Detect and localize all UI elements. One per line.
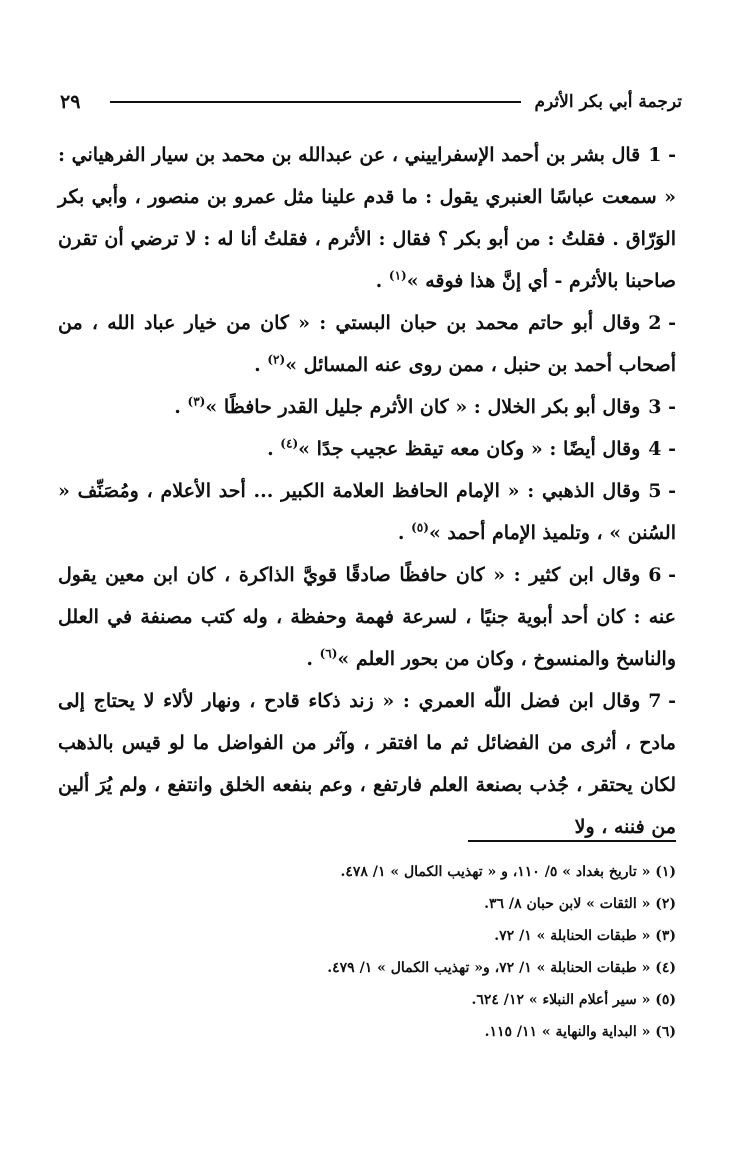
footnote-ref[interactable]: (٢) xyxy=(267,352,286,367)
paragraph-text: وقال ابن كثير : « كان حافظًا صادقًا قويَّ الذاكرة ، كان ابن معين يقول عنه : كان أحد أبوية جنيًا ، لسرعة فهمة وحفظة ، وله كتب مصنفة في العلل والناسخ والمنسوخ ، وكان من بحور العلم » xyxy=(58,564,676,670)
paragraph-end: . xyxy=(306,648,320,670)
page-number: ٢٩ xyxy=(60,91,81,113)
paragraph-number: 1 - xyxy=(648,144,676,166)
paragraph-number: 6 - xyxy=(648,564,676,586)
footnote: (١) « تاريخ بغداد » ٥/ ١١٠، و « تهذيب الكمال » ١/ ٤٧٨. xyxy=(340,864,676,880)
paragraph xyxy=(58,386,676,428)
paragraph-text: وقال ابن فضل اللّٰه العمري : « زند ذكاء قادح ، ونهار لألاء لا يحتاج إلى مادح ، أثرى من الفضائل ثم ما افتقر ، وآثر من الفواضل ما لو قيس بالذهب لكان يحتقر ، جُذب بصنعة العلم فارتفع ، وعم بنفعه الخلق وانتفع ، ولم يُرَ ألين من فننه ، ولا xyxy=(58,690,676,838)
paragraph-text: وقال أيضًا : « وكان معه تيقظ عجيب جدًا » xyxy=(298,438,641,460)
paragraph-number: 3 - xyxy=(648,396,676,418)
paragraph xyxy=(58,428,676,470)
footnote-ref[interactable]: (٥) xyxy=(411,520,429,535)
paragraph-text: وقال أبو حاتم محمد بن حبان البستي : « كان من خيار عباد الله ، من أصحاب أحمد بن حنبل ، ممن روى عنه المسائل » xyxy=(58,312,676,376)
paragraph xyxy=(58,680,676,848)
page-header xyxy=(60,86,682,118)
footnote-separator xyxy=(468,840,676,842)
footnote-ref[interactable]: (٤) xyxy=(280,436,299,451)
paragraph-number: 5 - xyxy=(648,480,676,502)
paragraph xyxy=(58,302,676,386)
paragraph-end: . xyxy=(174,396,188,418)
footnote-ref[interactable]: (٦) xyxy=(319,646,338,661)
main-text xyxy=(58,134,676,848)
paragraph-end: . xyxy=(397,522,412,544)
paragraph-text: وقال أبو بكر الخلال : « كان الأثرم جليل القدر حافظًا » xyxy=(205,396,641,418)
footnote: (٥) « سير أعلام النبلاء » ١٢/ ٦٢٤. xyxy=(471,992,676,1008)
paragraph-number: 2 - xyxy=(648,312,676,334)
paragraph xyxy=(58,134,676,302)
paragraph-end: . xyxy=(375,270,389,292)
paragraph xyxy=(58,554,676,680)
footnote-ref[interactable]: (٣) xyxy=(187,394,206,409)
paragraph-text: وقال الذهبي : « الإمام الحافظ العلامة الكبير ... أحد الأعلام ، ومُصَنِّف « السُنن » ، وتلميذ الإمام أحمد » xyxy=(58,480,676,544)
paragraph xyxy=(58,470,676,554)
paragraph-number: 7 - xyxy=(648,690,676,712)
footnote: (٣) « طبقات الحنابلة » ١/ ٧٢. xyxy=(494,928,676,944)
header-rule xyxy=(110,101,520,103)
footnote-ref[interactable]: (١) xyxy=(388,268,407,283)
paragraph-end: . xyxy=(267,438,281,460)
paragraph-text: قال بشر بن أحمد الإسفراييني ، عن عبدالله بن محمد بن سيار الفرهياني : « سمعت عباسًا العنبري يقول : ما قدم علينا مثل عمرو بن منصور ، وأبي بكر الوَرّاق . فقلتُ : من أبو بكر ؟ فقال : الأثرم ، فقلتُ أنا له : لا ترضي أن تقرن صاحبنا بالأثرم - أي إنَّ هذا فوقه » xyxy=(58,144,676,292)
footnote: (٢) « الثقات » لابن حبان ٨/ ٣٦. xyxy=(484,896,676,912)
paragraph-end: . xyxy=(254,354,268,376)
paragraph-number: 4 - xyxy=(648,438,676,460)
footnotes xyxy=(120,856,676,1048)
footnote: (٦) « البداية والنهاية » ١١/ ١١٥. xyxy=(484,1024,676,1040)
footnote: (٤) « طبقات الحنابلة » ١/ ٧٢، و« تهذيب الكمال » ١/ ٤٧٩. xyxy=(327,960,676,976)
running-title: ترجمة أبي بكر الأثرم xyxy=(534,92,682,112)
